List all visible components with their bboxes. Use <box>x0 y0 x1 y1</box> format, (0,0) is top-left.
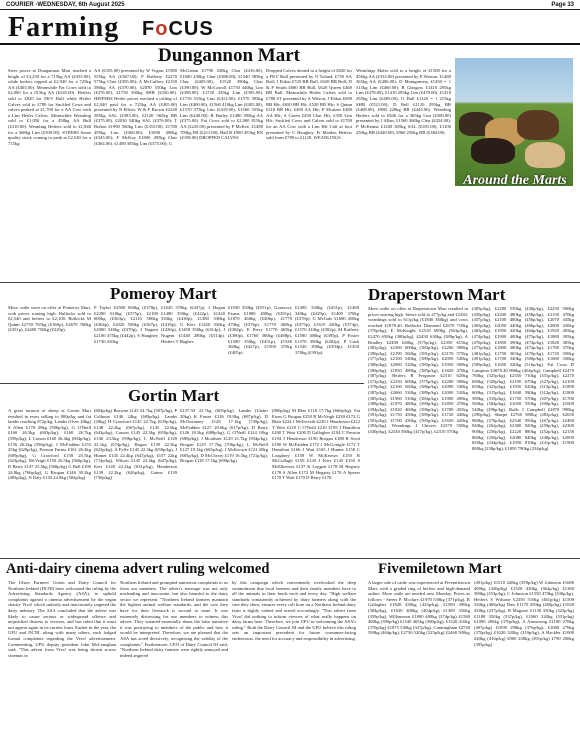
draperstown-col-1: More cattle on offer at Draperstown Mart resulted in prices soaring high. Steers sold to 477p/kg and £2430, weanlings sold to 611p/kg (£1840 360kg) and cows reached £1878.40. Bullocks Diamond £2670 710kg (376p/kg), E McKnight £2510 690kg (363p/kg), £2470 650kg (380p/kg), £2450 630kg (389p/kg), A Bradley £2400 640kg (375p/kg), £2350 615kg (381p/kg), £2300 600kg (383p/kg), £2260 580kg (390p/kg), £2190 560kg (391p/kg), £2170 575kg (377p/kg), £2100 540kg (389p/kg), £2050 540kg (380p/kg), £2000 520kg (385p/kg), £1950 500kg (390p/kg), £1850 480kg (385p/kg), £1820 470kg (387p/kg). Heifers R Ferguson £2310 620kg (372p/kg), £2250 600kg (375p/kg), £2200 580kg (379p/kg), £2160 560kg (386p/kg), £2090 540kg (387p/kg), £2060 530kg (389p/kg), £2000 520kg (385p/kg), £1960 510kg (384p/kg), £1900 490kg (388p/kg), £1870 480kg (390p/kg), £1850 470kg (394p/kg), £1820 460kg (396p/kg), £1780 455kg (391p/kg), £1750 450kg (389p/kg), £1720 440kg (391p/kg), £1700 430kg (395p/kg), £1650 420kg (393p/kg). Weanlings J Chivers £2370 550kg (430p/kg), £2340 560kg (417p/kg), £2310 570kg <box>368 306 468 435</box>
pomeroy-heading: Pomeroy Mart <box>110 284 217 303</box>
fivemiletown-heading: Fivemiletown Mart <box>378 561 502 577</box>
gortin-col-1: A great turnout of sheep at Gortin Mart resulted in ewes selling to 800p/kg and fat lambs reaching 872p/kg. Lambs (Over 20kg) S Allen £170 29kg (586p/kg), G O'Neill £160 26.5kg (603p/kg), £160 26.7kg (599p/kg), L Carson £160 26.4kg (604p/kg), £156 26.2kg (596p/kg), J McFadden £155 25kg (620p/kg), Preston Farms £161 26.4kg (609p/kg), G Crawford £158 25.5kg (623p/kg), McVeigh £150 26.5kg (566p/kg), D Berry £147 25.5kg (568p/kg) G Bell £190 24.8kg (766p/kg), G Brogan £146 30.2kg (483p/kg), N Daly £145 24.8kg (584p/kg) <box>8 408 91 481</box>
cow-black <box>471 138 515 164</box>
cinema-col-2: Northern Ireland and prompted numerous complaints to us from our members. The advert's message was not only misleading and inaccurate, but also harmful to the dairy sector we represent. "Northern Ireland farmers maintain the highest animal welfare standards, and the care they have for their livestock is second to none. It was extremely distressing for our members to witness this advert. They warmed essentially about the false narrative it was portraying to members of the public and how it would be interpreted. Therefore, we are pleased that the ASA has acted decisively, recognising the validity of the complaints." Furthermore, CEO of Dairy Council NI said, "Northern Ireland dairy farmers were rightly annoyed and indeed angered <box>120 580 228 658</box>
fivemiletown-col-2: (491p/kg) £1510 420kg (359p/kg) W Johnston £1680 400kg (420p/kg) £1520 420kg (362p/kg) £1360 390kg (353p/kg), C Johnston £1550 470kg (330p/kg). Heifers S Wilsone £2350 510kg (461p/kg) £1500 320kg (469p/kg) Daw £1170 450kg (260p/kg) £1020 430kg (237p/kg), R Maguire £1130 350kg (323p/kg) £1180 350kg (337p/kg), £1060 320kg (331p/kg) £1090 290kg (376p/kg), A Armstrong £1100 270kg (407p/kg) £1090 290kg (376p/kg), £1000 270kg (370p/kg) £1020 320kg (319p/kg), A Hackler £1000 240kg (416p/kg) £900 230kg (391p/kg) £790 200kg (395p/kg). <box>474 580 574 647</box>
gortin-col-2: (604p/kg) Browne £145 24.7kg (587p/kg), P Colhoun £146 24kg (608p/kg). Lambs (20kg) H Crawford £145 22.7kg (639p/kg), £148 22.2kg (667p/kg), £145 22.6kg (642p/kg), Carson £145 22.3kg (650p/kg), £140 23.5kg (596p/kg), L McNeill £149 22.1kg (674p/kg), Hogan £139 22.3kg (623p/kg), A Fyffe £145 22.3kg (650p/kg), J Hunter £145 22.4kg (647p/kg), £157 22kg (714p/kg), Wilson £145 22.4kg (647p/kg), Kerr £140 22.2kg (631p/kg), Henderson £139 22.2kg (626p/kg), Gaims £139 (730p/kg) <box>94 408 177 481</box>
dungannon-col-5: Weanlings Males sold to a height of £1500 for a 456kg AA (£333.00) presented by E Watson, £1480 365kg AA (£406.00); D Montgomery £1450 = 1 315kg Lim (£460.00); R Glasgow £1410 295kg Lim (£478.00), £1410 295kg Lim (£478.00), £1410 295kg Lim (£485.00); O Hall £1120 = 1 215kg SHB (£521.00); D Bell £1120 295kg BB (£408.00), £980 220kg BB (£445.00). Weanling Heifers sold to £840 for a 365kg Lim (£500.00) presented by J Allan, £1560 368kg Char (£424.00); P McKenna £1200 305kg SAL (£391.00), £1100 250kg BB (£440.00), £960 250kg BB (£384.00). <box>356 68 451 135</box>
cow-brown <box>517 110 559 140</box>
farming-focus-banner <box>0 10 580 44</box>
divider-lower <box>0 558 580 559</box>
pomeroy-col-1: More cattle were on offer at Pomeroy Mart, with prices soaring high. Bullocks sold to £2,540 and heifers to £2,100. Bullocks M Quinn £2750 765kg (£360p), £2670 760kg (£351p), £2400 750kg (£320p). <box>8 305 91 333</box>
header-page-number: Page 33 <box>551 2 574 8</box>
pomeroy-col-2: P Taylor £2500 660kg (£378p), £2290 610kg (£375p), £2180 600kg (£363p), £2110 580kg (£364p), £2020 550kg (£367p), £2000 540kg (£370p), J Nugent £2100 475kg (£442p), S Haughey £1730 410kg <box>94 305 158 344</box>
dungannon-col-3: McGahan £1790 430kg Char (£416.00), £1600 430kg Char (£386.00), £1540 385kg Char (£405.00), £1520 390kg Char (£390.00); W McCarroll £1750 440kg Lim (£398.00), £1720 435kg Lim (£395.00), £1710 415kg Lim (£412.00), £1570 395kg Lim (£400.00), £1560 410kg Lim (£405.00), £1570 375kg Lim (£419.00), £1560 355kg Lim (£440.00); B Hurley £1480 395kg AA (£375.00). Fat Cows sold to £2,000 815kg AA (£245.00) presented by F McKee, £1480 700kg FR (£211.00); Hall R £900 455kg BN (£198.00) DROPPED CALVES <box>180 68 263 141</box>
divider-gortin <box>0 383 364 384</box>
banner-focus-letter-f: F <box>142 18 156 40</box>
header-date: COURIER -WEDNESDAY, 6th August 2025 <box>6 2 125 8</box>
cinema-ruling-heading: Anti-dairy cinema advert ruling welcomed <box>6 561 270 577</box>
around-the-marts-caption: Around the Marts <box>463 173 567 188</box>
cow-light <box>525 142 565 168</box>
draperstown-heading: Draperstown Mart <box>368 285 506 304</box>
dungannon-heading: Dungannon Mart <box>158 45 300 66</box>
banner-focus-letters-rest: CUS <box>168 18 214 40</box>
pomeroy-col-4: £1930 350kg (£551p), Gorasovy Farms £1880 480kg (£391p), £1870 460kg (£406p), £1770 470kg (£376p), £1770 460kg (£384p), E Perry £1770 465kg (£380p), £1760 360kg (£488p), £1580 350kg (£451p), £1540 360kg (£427p), £1500 370kg (£405p) <box>228 305 292 355</box>
dungannon-col-1: Steer prices at Dungannon Mart reached a height of £3,250 for a 715kg AA (£455.00), while heifers topped at £2,940 for a 725kg AA (£405.00). Meanwhile Fat Cows sold to £2,000 for a 815kg AA (£245.00). Heifers sold to £820 for FKV Bull while Heifer Calves sold to £780 for Suckled Cows and calves peaked at £1,700 for a AA Cow with a Lim Heifer Calves. Meanwhile Weanling sold to £1,050 for a 458kg AA Bull (£310.00). Weanling Heifers sold to £1,840 for a 368kg Lim (£500.00). STEERS Some quality stock coming to peak at £2,540 for a 715kg <box>8 68 91 146</box>
gortin-col-4: (800p/kg) M Blee £118 17.7kg (666p/kg). Fat Ewes G Brogan £250 R McVeigh £230 £172 G Blair £224 J McIlwrath £220 J Henderson £212 T West £210 C O'Neill £210 £195 J Hamilton £200 T West £200 D Gallagher £194 C Preston £194 J Henderson £190 Brogan £188 R Scott £180 W McFadden £172 J McGonigle £172 T Hamilton £166 J Watt £165 J Hunter £158 C Loughrey £158 W McKeown £150 R McCullagh £150 £145 J Kerr £145 £150 S McElkeown £137 K Leggett £178 M Hegarty £178 S Allen £172 M Hegarty £170 A Speers £170 T Watt £170 D Berry £170. <box>272 408 360 481</box>
pomeroy-col-3: £1620 370kg (£437p), I Hogan £1480 350kg (£422p), £1420 330kg (£430p), £1380 330kg (£418p), G Kerr £1420 330kg (£430p), £1450 350kg (£414p), J Nugent £1440 280kg (£514p). Heifers T Hughes <box>161 305 225 344</box>
cinema-col-1: The Ulster Farmers' Union and Dairy Council for Northern Ireland (DCNI) have welcomed the ruling by the Advertising Standards Agency (ASA), to uphold complaints against a cinema advertisement by the vegan charity Viva! which unfairly and inaccurately targeted the dairy industry. The ASA concluded that the advert was likely to cause serious or widespread offence and unjustified distress to viewers, and has ruled that it must not appear again in its current form. Earlier in the year, the UFU and DCNI, along with many others, each lodged formal complaints regarding the Viva! advertisement. Commenting, UFU deputy president John McLenaghan said, "This advert from Viva! was being shown across cinemas in <box>8 580 116 658</box>
banner-focus-letter-o: o <box>155 18 169 40</box>
draperstown-col-2: (405p/kg), £2280 530kg (430p/kg), £2250 500kg (450p/kg), £2200 480kg (458p/kg), £2150 470kg (457p/kg), £2100 460kg (456p/kg), £2070 445kg (465p/kg), £2050 440kg (466p/kg), £2000 430kg (465p/kg), £1950 420kg (464p/kg), £1920 405kg (474p/kg), £1900 400kg (475p/kg), £1880 395kg (476p/kg), £1850 390kg (474p/kg), £1820 385kg (473p/kg), £1800 380kg (474p/kg), £1780 370kg (481p/kg), £1750 365kg (479p/kg), £1720 350kg (491p/kg), £1700 340kg (500p/kg), £1680 330kg (509p/kg), £1650 320kg (516p/kg). Fat Cows D Campton £3878.40 960kg (404p/kg), Campbell £2470 760kg (325p/kg), £2350 710kg (331p/kg), £2270 690kg (329p/kg), £2190 670kg (327p/kg), £2100 650kg (323p/kg), £1950 620kg (315p/kg), £1890 600kg (315p/kg), £1840 590kg (312p/kg), £1800 580kg (310p/kg), £1750 570kg (307p/kg), £1700 560kg (304p/kg), £1650 550kg (300p/kg), £1600 540kg (296p/kg). Bulls J Campbell £2870 990kg (290p/kg), Sharpe £2760 980kg (282p/kg), £2650 960kg (276p/kg), £2540 950kg (267p/kg), £2460 940kg (262p/kg), £2380 920kg (259p/kg), £2300 900kg (256p/kg), £2220 880kg (252p/kg), £2150 860kg (250p/kg), £2080 840kg (248p/kg), £2000 820kg (244p/kg), £1950 810kg (241p/kg), £1900 800kg (238p/kg), £1850 790kg (234p/kg) <box>472 306 574 451</box>
divider-pomeroy <box>0 282 580 283</box>
gortin-col-3: £137.50 22.7kg (605p/kg). Lambs (Under 20kg) K Fraser £136 19.8kg (687p/kg), D McIlwrainey £128 17.1kg (749p/kg), McFadden £127 20.6kg (617p/kg), D Berry £126 18.3kg (688p/kg), G O'Neill £124 18kg (689p/kg), J Mcalister £129 21.7kg (594p/kg), Brogan £125 17.7kg (706p/kg), L McNeill £127 19.1kg (665p/kg), J McKeown £121 20kg (605p/kg), D McCleary £119 16.5kg (721p/kg), Brogan £118 17.1kg (690p/kg) <box>180 408 268 464</box>
cattle-photo <box>455 58 573 186</box>
dungannon-col-4: Dropped Calves dented to a height of £820 for a FKV Bull presented by O Toland, £750 AA Bull; J Eldon £720 BB Bull, £620 BB Bull; D & F Smith £680 BB Bull, £620 Queen £460 BB Bull. Meanwhile Heifer Calves sold to £780 ST presented by A Wilson; J Eldon £690 BB Hfr, £650 BB Hfr, £520 BB Hfr; S Quinn £510 BB Hfr, £490 AA Hfr; P Mcateer £480 AA Hfr; S Green £450 Char Hfr, £350 Lim Hfr; Suckled Cows and Calves sold to £1700 for an AA Cow with a Lim Hfr Calf at foot presented by C Haughey. Fr Maiden Heifers sold from £780 to £1120. WEANLINGS <box>266 68 352 141</box>
fivemiletown-col-1: A larger sale of cattle was experienced at Fivemiletown Mart, with a graded ring of heifers and high-demand online. More cattle are needed next Monday. Prices as follows - Steers P. Mcclure £1970 530kg (371p/kg), R Gallagher £1820 430kg (423p/kg), £1500 390kg (384p/kg), £1630 400kg (404p/kg) £1300 350kg (359p/kg), Williamson £1800 480kg (374p/kg) £1580 400kg (390p/kg) £1540 405kg (380p/kg), £1520 410kg (370p/kg) £1875 540kg (347p/kg). Cunningham £2740 590kg (464p/kg), £2730 520kg (525p/kg) £2460 500kg <box>368 580 470 636</box>
dungannon-col-2: AA (£355.00) presented by W Vogan, £1980 555kg AA (£367.00); P Rafferty £2270 575kg Char (£395.00); A McCaffrey £2150 580kg AA (£370.00), £2070 550kg Lim (£376.00), £1750 500kg SHB (£350.00). HEIFERS Heifer prices reached a ceiling of £2,940 paid for a 725kg AA (£405.00) presented by N Elliott, W & F Brown £2240 585kg SAL (£383.00), £2120 565kg BB (£375.00), £2030 540kg SAL (£376.00); T Bolton £1990 560kg Lim (£355.00), £1780 495kg Lim (£360.00), £1690 490kg (£345.00); F McKay £1800 495kg Char (£364.00), £1490 385kg Lim (£375.00); G <box>94 68 177 146</box>
banner-farming-word: Farming <box>8 12 120 43</box>
cinema-col-3: by this campaign which conveniently overlooked the deep commitment that local farmers and their family members have to all the animals in their herds each and every day. "High welfare standards consistently achieved by dairy farmers along with the care they show, ensures every calf born on a Northern Ireland dairy farm is highly valued and reared accordingly. "This advert from Viva! did nothing to inform viewers of what really happens on dairy farms here. Therefore, we join UFU in welcoming the ASA's ruling." Both the Dairy Council NI and the UFU believe this ruling sets an important precedent for future consumer-facing endeavours, the need for accuracy and responsibility in advertising. <box>232 580 356 641</box>
gortin-heading: Gortin Mart <box>128 386 220 405</box>
pomeroy-col-5: £1490 330kg (£451p), £1460 340kg (£429p), £1400 370kg (£378p), G McGale £1680 450kg (£373p), £1610 430kg (£374p), £1570 410kg (£382p), M Rafferty £1580 400kg (£395p), P Foster £1570 390kg (£402p), P Cush £1540 390kg (£394p), £1450 370kg (£391p). <box>295 305 359 355</box>
banner-focus-word <box>142 18 214 41</box>
